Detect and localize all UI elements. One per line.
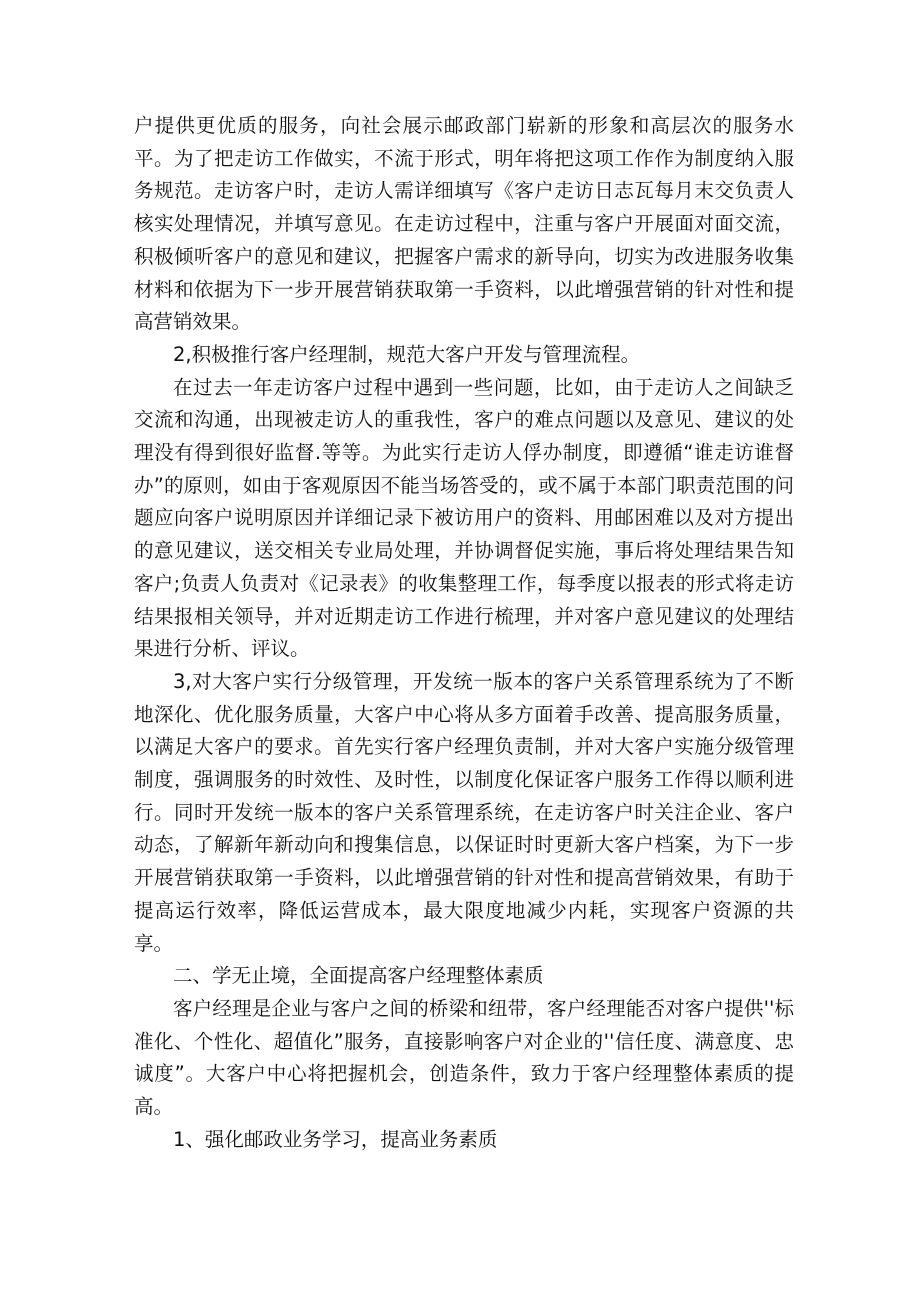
paragraph: 在过去一年走访客户过程中遇到一些问题，比如，由于走访人之间缺乏交流和沟通，出现被走访人的重我性，客户的难点问题以及意见、建议的处理没有得到很好监督.等等。为此实行走访人俘办制度，即遵循“谁走访谁督办”的原则，如由于客观原因不能当场答受的，或不属于本部门职责范围的问题应向客户说明原因并详细记录下被访用户的资料、用邮困难以及对方提出的意见建议，送交相关专业局处理，并协调督促实施，事后将处理结果告知客户;负责人负责对《记录表》的收集整理工作，每季度以报表的形式将走访结果报相关领导，并对近期走访工作进行梳理，并对客户意见建议的处理结果进行分析、评议。 bbox=[134, 375, 794, 661]
paragraph: 户提供更优质的服务，向社会展示邮政部门崭新的形象和高层次的服务水平。为了把走访工作做实，不流于形式，明年将把这项工作作为制度纳入服务规范。走访客户时，走访人需详细填写《客户走访日志瓦每月末交负责人核实处理情况，并填写意见。在走访过程中，注重与客户开展面对面交流，积极倾听客户的意见和建议，把握客户需求的新导向，切实为改进服务收集材料和依据为下一步开展营销获取第一手资料，以此增强营销的针对性和提高营销效果。 bbox=[134, 114, 794, 334]
paragraph: 客户经理是企业与客户之间的桥梁和纽带，客户经理能否对客户提供''标准化、个性化、超值化”服务，直接影响客户对企业的''信任度、满意度、忠诚度”。大客户中心将把握机会，创造条件，致力于客户经理整体素质的提高。 bbox=[134, 996, 794, 1119]
section-heading: 二、学无止境，全面提高客户经理整体素质 bbox=[173, 964, 544, 988]
paragraph: 2,积极推行客户经理制，规范大客户开发与管理流程。 bbox=[173, 342, 641, 366]
paragraph: 3,对大客户实行分级管理，开发统一版本的客户关系管理系统为了不断地深化、优化服务质量，大客户中心将从多方面着手改善、提高服务质量，以满足大客户的要求。首先实行客户经理负责制，并对大客户实施分级管理制度，强调服务的时效性、及时性，以制度化保证客户服务工作得以顺利进行。同时开发统一版本的客户关系管理系统，在走访客户时关注企业、客户动态，了解新年新动向和搜集信息，以保证时时更新大客户档案，为下一步开展营销获取第一手资料，以此增强营销的针对性和提高营销效果，有助于提高运行效率，降低运营成本，最大限度地减少内耗，实现客户资源的共享。 bbox=[134, 669, 794, 955]
document-body bbox=[134, 110, 794, 1157]
subsection-heading: 1、强化邮政业务学习，提高业务素质 bbox=[173, 1127, 498, 1151]
